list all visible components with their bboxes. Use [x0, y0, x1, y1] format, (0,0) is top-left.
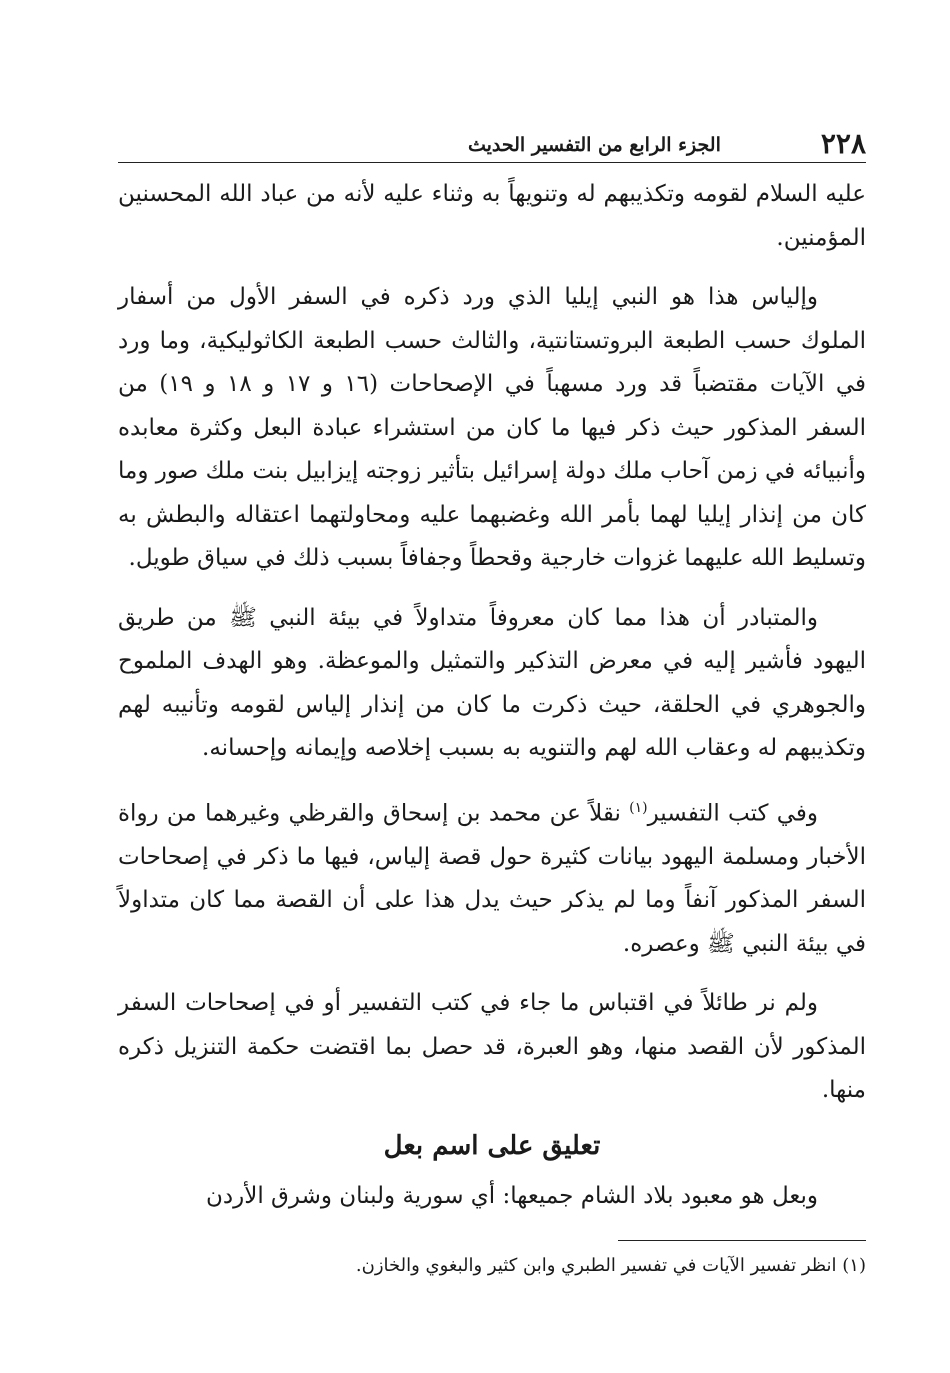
book-page — [118, 118, 866, 1281]
page-number: ٢٢٨ — [820, 127, 866, 160]
footnote-number: (١) — [842, 1255, 866, 1277]
paragraph-2 — [118, 276, 866, 581]
paragraph-3-text: والمتبادر أن هذا مما كان معروفاً متداولاً في بيئة النبي ﷺ من طريق اليهود فأشير إليه في معرض التذكير والتمثيل والموعظة. وهو الهدف الملموح والجوهري في الحلقة، حيث ذكرت ما كان من إنذار إلياس لقومه وتأنيبه لهم وتكذيبهم له وعقاب الله لهم والتنويه به بسبب إخلاصه وإيمانه وإحسانه. — [118, 604, 866, 761]
running-header — [118, 118, 866, 163]
paragraph-4-lead: وفي كتب التفسير — [647, 800, 818, 827]
paragraph-2-text: وإلياس هذا هو النبي إيليا الذي ورد ذكره في السفر الأول من أسفار الملوك حسب الطبعة البروتستانتية، والثالث حسب الطبعة الكاثوليكية، وما ورد في الآيات مقتضباً قد ورد مسهباً في الإصحاحات (١٦ و ١٧ و ١٨ و ١٩) من السفر المذكور حيث ذكر فيها ما كان من استشراء عبادة البعل وكثرة معابده وأنبيائه في زمن آحاب ملك دولة إسرائيل بتأثير زوجته إيزابيل بنت ملك صور وما كان من إنذار إيليا لهما بأمر الله وغضبهما عليه ومحاولتهما اعتقاله والبطش به وتسليط الله عليهما غزوات خارجية وقحطاً وجفافاً بسبب ذلك في سياق طويل. — [118, 284, 866, 571]
section-paragraph — [118, 1175, 866, 1219]
paragraph-3 — [118, 597, 866, 771]
paragraph-4-text: نقلاً عن محمد بن إسحاق والقرظي وغيرهما من رواة الأخبار ومسلمة اليهود بيانات كثيرة حول قصة إلياس، فيها ما ذكر في إصحاحات السفر المذكور آنفاً وما لم يذكر حيث يدل هذا على أن القصة مما كان متداولاً في بيئة النبي ﷺ وعصره. — [118, 800, 866, 957]
section-heading: تعليق على اسم بعل — [383, 1130, 601, 1161]
body-text — [118, 173, 866, 1218]
paragraph-5 — [118, 982, 866, 1113]
footnote — [118, 1251, 866, 1281]
paragraph-1-text: عليه السلام لقومه وتكذيبهم له وتنويهاً به وثناء عليه لأنه من عباد الله المحسنين المؤمنين. — [118, 181, 866, 251]
header-title: الجزء الرابع من التفسير الحديث — [467, 134, 721, 156]
paragraph-5-text: ولم نر طائلاً في اقتباس ما جاء في كتب التفسير أو في إصحاحات السفر المذكور لأن القصد منها، وهو العبرة، قد حصل بما اقتضت حكمة التنزيل ذكره منها. — [118, 990, 866, 1104]
section-paragraph-text: وبعل هو معبود بلاد الشام جميعها: أي سورية ولبنان وشرق الأردن — [205, 1182, 818, 1209]
paragraph-4 — [118, 787, 866, 967]
footnote-divider — [618, 1240, 866, 1241]
footnote-text: انظر تفسير الآيات في تفسير الطبري وابن كثير والبغوي والخازن. — [355, 1255, 837, 1277]
footnote-reference[interactable]: (١) — [629, 799, 648, 816]
paragraph-1 — [118, 173, 866, 260]
